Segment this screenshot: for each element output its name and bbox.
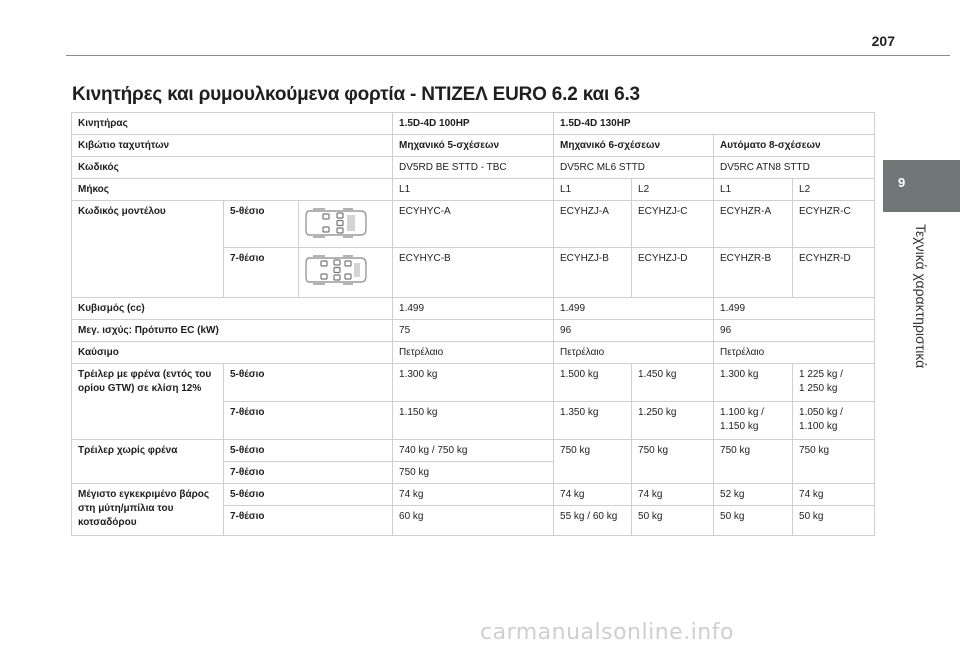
cell: Πετρέλαιο xyxy=(393,342,554,364)
chapter-tab-label: Τεχνικά χαρακτηριστικά xyxy=(913,224,929,369)
cell: 50 kg xyxy=(793,506,875,536)
seat-label: 5-θέσιο xyxy=(224,484,393,506)
cell: 55 kg / 60 kg xyxy=(554,506,632,536)
cell: 750 kg xyxy=(793,440,875,484)
cell: 1.499 xyxy=(554,298,714,320)
row-label: Κιβώτιο ταχυτήτων xyxy=(72,135,393,157)
cell: ECYHZJ-B xyxy=(554,248,632,298)
cell: 96 xyxy=(714,320,875,342)
cell: 740 kg / 750 kg xyxy=(393,440,554,462)
cell: 74 kg xyxy=(554,484,632,506)
row-label: Κυβισμός (cc) xyxy=(72,298,393,320)
seat-label: 7-θέσιο xyxy=(224,462,393,484)
cell: 96 xyxy=(554,320,714,342)
cell: Πετρέλαιο xyxy=(554,342,714,364)
cell: L1 xyxy=(554,179,632,201)
table-row xyxy=(72,320,875,342)
cell: 1.250 kg xyxy=(632,402,714,440)
table-row xyxy=(72,298,875,320)
cell: DV5RD BE STTD - TBC xyxy=(393,157,554,179)
cell: 1.300 kg xyxy=(714,364,793,402)
cell: Μηχανικό 5-σχέσεων xyxy=(393,135,554,157)
cell: ECYHZR-D xyxy=(793,248,875,298)
cell: 50 kg xyxy=(632,506,714,536)
cell: 75 xyxy=(393,320,554,342)
van-5-seat-icon xyxy=(299,201,393,248)
cell: 1.5D-4D 130HP xyxy=(554,113,875,135)
cell: 52 kg xyxy=(714,484,793,506)
seat-label: 5-θέσιο xyxy=(224,201,299,248)
row-label: Τρέιλερ με φρένα (εντός του ορίου GTW) σε κλίση 12% xyxy=(72,364,224,440)
cell: Αυτόματο 8-σχέσεων xyxy=(714,135,875,157)
table-row xyxy=(72,179,875,201)
row-label: Κωδικός μοντέλου xyxy=(72,201,224,298)
cell: ECYHZR-C xyxy=(793,201,875,248)
cell: ECYHYC-B xyxy=(393,248,554,298)
cell: ECYHZJ-C xyxy=(632,201,714,248)
cell: 750 kg xyxy=(714,440,793,484)
cell: 1.450 kg xyxy=(632,364,714,402)
table-row xyxy=(72,113,875,135)
table-row xyxy=(72,135,875,157)
van-5-seat-icon xyxy=(303,205,369,241)
cell: 1.499 xyxy=(393,298,554,320)
specifications-table xyxy=(71,112,875,536)
seat-label: 7-θέσιο xyxy=(224,248,299,298)
seat-label: 7-θέσιο xyxy=(224,506,393,536)
row-label: Κωδικός xyxy=(72,157,393,179)
chapter-tab[interactable] xyxy=(883,160,960,212)
cell: 74 kg xyxy=(793,484,875,506)
cell: DV5RC ML6 STTD xyxy=(554,157,714,179)
seat-label: 7-θέσιο xyxy=(224,402,393,440)
table-row xyxy=(72,157,875,179)
cell: 750 kg xyxy=(554,440,632,484)
table-row xyxy=(72,201,875,248)
watermark: carmanualsonline.info xyxy=(480,620,734,645)
table-row xyxy=(72,440,875,462)
cell: L1 xyxy=(393,179,554,201)
cell: ECYHZJ-A xyxy=(554,201,632,248)
van-7-seat-icon xyxy=(299,248,393,298)
cell: 50 kg xyxy=(714,506,793,536)
cell: L1 xyxy=(714,179,793,201)
cell: Μηχανικό 6-σχέσεων xyxy=(554,135,714,157)
row-label: Καύσιμο xyxy=(72,342,393,364)
row-label: Μήκος xyxy=(72,179,393,201)
seat-label: 5-θέσιο xyxy=(224,364,393,402)
page-title: Κινητήρες και ρυμουλκούμενα φορτία - NTIZEΛ EURO 6.2 και 6.3 xyxy=(72,84,640,105)
cell: 1.300 kg xyxy=(393,364,554,402)
cell: 750 kg xyxy=(393,462,554,484)
cell: 1.150 kg xyxy=(393,402,554,440)
cell: ECYHZJ-D xyxy=(632,248,714,298)
cell: L2 xyxy=(632,179,714,201)
row-label: Μέγιστο εγκεκριμένο βάρος στη μύτη/μπίλια του κοτσαδόρου xyxy=(72,484,224,536)
cell: 1 225 kg / 1 250 kg xyxy=(793,364,875,402)
cell: ECYHZR-A xyxy=(714,201,793,248)
table-row xyxy=(72,364,875,402)
cell: 74 kg xyxy=(393,484,554,506)
cell: 1.5D-4D 100HP xyxy=(393,113,554,135)
cell: ECYHYC-A xyxy=(393,201,554,248)
cell: L2 xyxy=(793,179,875,201)
cell: 1.050 kg / 1.100 kg xyxy=(793,402,875,440)
chapter-tab-number: 9 xyxy=(898,175,906,190)
cell: ECYHZR-B xyxy=(714,248,793,298)
cell: Πετρέλαιο xyxy=(714,342,875,364)
page-number: 207 xyxy=(871,33,895,49)
cell: 1.499 xyxy=(714,298,875,320)
row-label: Μεγ. ισχύς: Πρότυπο EC (kW) xyxy=(72,320,393,342)
cell: 1.350 kg xyxy=(554,402,632,440)
cell: 750 kg xyxy=(632,440,714,484)
cell: 1.100 kg / 1.150 kg xyxy=(714,402,793,440)
table-row xyxy=(72,342,875,364)
row-label: Τρέιλερ χωρίς φρένα xyxy=(72,440,224,484)
header-rule xyxy=(66,55,950,56)
cell: 74 kg xyxy=(632,484,714,506)
row-label: Κινητήρας xyxy=(72,113,393,135)
cell: 60 kg xyxy=(393,506,554,536)
cell: DV5RC ATN8 STTD xyxy=(714,157,875,179)
van-7-seat-icon xyxy=(303,252,369,288)
seat-label: 5-θέσιο xyxy=(224,440,393,462)
table-row xyxy=(72,484,875,506)
cell: 1.500 kg xyxy=(554,364,632,402)
